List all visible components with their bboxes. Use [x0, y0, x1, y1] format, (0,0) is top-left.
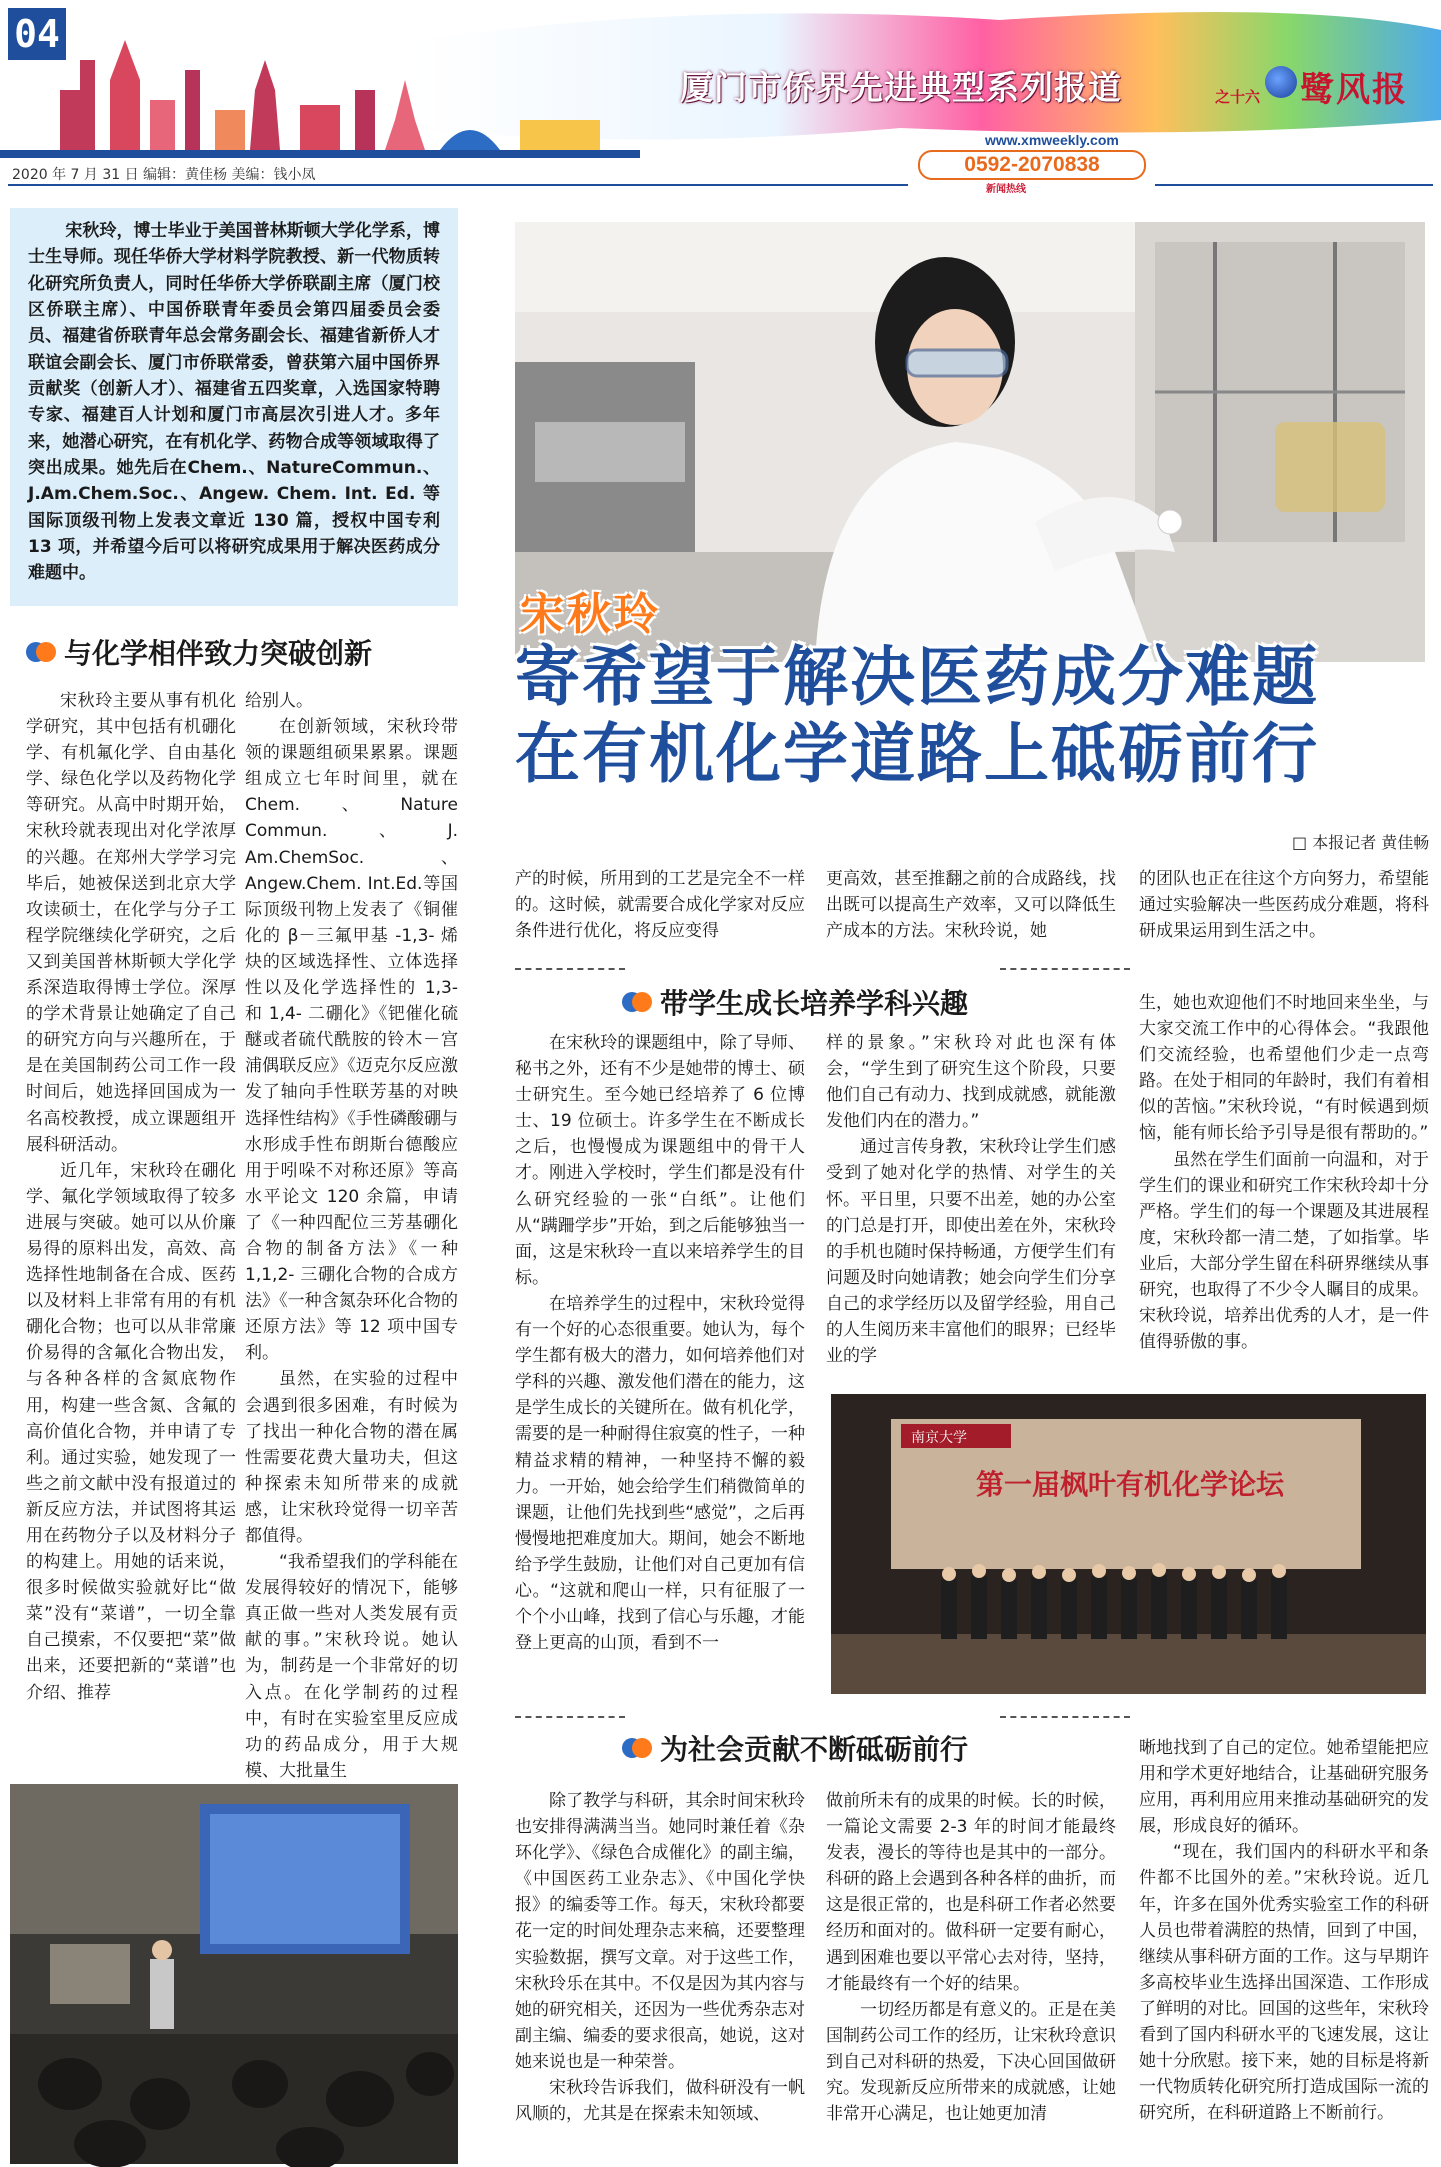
section-heading-1	[26, 632, 372, 672]
website-url[interactable]: www.xmweekly.com	[985, 132, 1119, 148]
paragraph: 生，她也欢迎他们不时地回来坐坐，与大家交流工作中的心得体会。“我跟他们交流经验，也希望他们少走一点弯路。在处于相同的年龄时，我们有着相似的苦恼。”宋秋玲说，“有时候遇到烦恼，能有师长给予引导是很有帮助的。”	[1139, 993, 1429, 1144]
byline	[1292, 830, 1429, 853]
issue-date-editor-line: 2020 年 7 月 31 日 编辑：黄佳杨 美编：钱小凤	[12, 167, 316, 183]
paragraph: 产的时候，所用到的工艺是完全不一样的。这时候，就需要合成化学家对反应条件进行优化，将反应变得	[515, 869, 805, 942]
byline-box-icon: □	[1292, 833, 1313, 852]
paragraph: 宋秋玲告诉我们，做科研没有一帆风顺的，尤其是在探索未知领域、	[515, 2078, 805, 2125]
paragraph: 更高效，甚至推翻之前的合成路线，找出既可以提高生产效率，又可以降低生产成本的方法。宋秋玲说，她	[826, 869, 1116, 942]
newspaper-logo-icon	[1265, 66, 1297, 98]
article-column	[1139, 990, 1429, 1385]
paragraph: “现在，我们国内的科研水平和条件都不比国外的差。”宋秋玲说。近几年，许多在国外优秀实验室工作的科研人员也带着满腔的热情，回到了中国，继续从事科研方面的工作。这与早期许多高校毕业生选择出国深造、工作形成了鲜明的对比。回国的这些年，宋秋玲看到了国内科研水平的飞速发展，这让她十分欣慰。接下来，她的目标是将新一代物质转化研究所打造成国际一流的研究所，在科研道路上不断前行。	[1139, 1842, 1429, 2124]
bio-text: 宋秋玲，博士毕业于美国普林斯顿大学化学系，博士生导师。现任华侨大学材料学院教授、新一代物质转化研究所负责人，同时任华侨大学侨联副主席（厦门校区侨联主席）、中国侨联青年委员会第四届委员会委员、福建省侨联青年总会常务副会长、福建省新侨人才联谊会副会长、厦门市侨联常委，曾获第六届中国侨界贡献奖（创新人才）、福建省五四奖章，入选国家特聘专家、福建百人计划和厦门市高层次引进人才。多年来，她潜心研究，在有机化学、药物合成等领域取得了突出成果。她先后在Chem.、NatureCommun.、J.Am.Chem.Soc.、Angew. Chem. Int. Ed. 等国际顶级刊物上发表文章近 130 篇，授权中国专利 13 项，并希望今后可以将研究成果用于解决医药成分难题中。	[28, 221, 440, 584]
forum-group-photo	[831, 1394, 1426, 1694]
paragraph: 虽然，在实验的过程中会遇到很多困难，有时候为了找出一种化合物的潜在属性需要花费大量功夫，但这种探索未知所带来的成就感，让宋秋玲觉得一切辛苦都值得。	[245, 1369, 458, 1546]
article-column	[26, 688, 236, 1768]
section-heading-text: 带学生成长培养学科兴趣	[660, 987, 969, 1020]
lecture-photo	[10, 1784, 458, 2164]
section-divider	[515, 968, 625, 970]
header-divider	[1155, 184, 1433, 186]
news-hotline-label: 新闻热线	[986, 184, 1026, 195]
forum-banner-university: 南京大学	[911, 1430, 967, 1446]
subject-name: 宋秋玲	[520, 589, 661, 640]
news-hotline-phone: 0592-2070838	[918, 150, 1146, 180]
paragraph: 样的景象。”宋秋玲对此也深有体会，“学生到了研究生这个阶段，只要他们自己有动力、找到成就感，就能激发他们内在的潜力。”	[826, 1033, 1116, 1132]
article-column	[515, 1788, 805, 2164]
masthead	[0, 0, 1441, 195]
paragraph: 宋秋玲主要从事有机化学研究，其中包括有机硼化学、有机氟化学、自由基化学、绿色化学以及药物化学等研究。从高中时期开始，宋秋玲就表现出对化学浓厚的兴趣。在郑州大学学习完毕后，她被保送到北京大学攻读硕士，在化学与分子工程学院继续化学研究，之后又到美国普林斯顿大学化学系深造取得博士学位。深厚的学术背景让她确定了自己的研究方向与兴趣所在，于是在美国制药公司工作一段时间后，她选择回国成为一名高校教授，成立课题组开展科研活动。	[26, 691, 236, 1155]
article-column	[826, 1030, 1116, 1385]
paragraph: 虽然在学生们面前一向温和，对于学生们的课业和研究工作宋秋玲却十分严格。学生们的每一个课题及其进展程度，宋秋玲都一清二楚，了如指掌。毕业后，大部分学生留在科研界继续从事研究，也取得了不少令人瞩目的成果。宋秋玲说，培养出优秀的人才，是一件值得骄傲的事。	[1139, 1149, 1429, 1353]
forum-banner-title: 第一届枫叶有机化学论坛	[976, 1468, 1285, 1501]
paragraph: 在创新领域，宋秋玲带领的课题组硕果累累。课题组成立七年时间里，就在Chem.、Nature Commun.、J. Am.ChemSoc.、Angew.Chem. Int.Ed.等国际顶级刊物上发表了《铜催化的 β－三氟甲基 -1,3- 烯炔的区域选择性、立体选择性以及化学选择性的 1,3- 和 1,4- 二硼化》《钯催化硫醚或者硫代酰胺的铃木－宫浦偶联反应》《迈克尔反应激发了轴向手性联芳基的对映选择性结构》《手性磷酸硼与水形成手性布朗斯台德酸应用于吲哚不对称还原》等高水平论文 120 余篇，申请了《一种四配位三芳基硼化合物的制备方法》《一种 1,1,2- 三硼化合物的合成方法》《一种含氮杂环化合物的还原方法》等 12 项中国专利。	[245, 717, 458, 1364]
section-divider	[515, 1716, 625, 1718]
bio-box	[10, 208, 458, 606]
paragraph: 除了教学与科研，其余时间宋秋玲也安排得满满当当。她同时兼任着《杂环化学》、《绿色合成催化》的副主编，《中国医药工业杂志》、《中国化学快报》的编委等工作。每天，宋秋玲都要花一定的时间处理杂志来稿，还要整理实验数据，撰写文章。对于这些工作，宋秋玲乐在其中。不仅是因为其内容与她的研究相关，还因为一些优秀杂志对副主编、编委的要求很高，她说，这对她来说也是一种荣誉。	[515, 1791, 805, 2072]
paragraph: 近几年，宋秋玲在硼化学、氟化学领域取得了较多进展与突破。她可以从价廉易得的原料出发，高效、高选择性地制备在合成、医药以及材料上非常有用的有机硼化合物；也可以从非常廉价易得的含氟化合物出发，与各种各样的含氮底物作用，构建一些含氮、含氟的高价值化合物，并申请了专利。通过实验，她发现了一些之前文献中没有报道过的新反应方法，并试图将其运用在药物分子以及材料分子的构建上。用她的话来说，很多时候做实验就好比“做菜”没有“菜谱”，一切全靠自己摸索，不仅要把“菜”做出来，还要把新的“菜谱”也介绍、推荐	[26, 1160, 236, 1703]
headline-line-1: 寄希望于解决医药成分难题	[515, 640, 1320, 715]
paragraph: 晰地找到了自己的定位。她希望能把应用和学术更好地结合，让基础研究服务应用，再利用应用来推动基础研究的发展，形成良好的循环。	[1139, 1738, 1429, 1837]
section-bullet-icon	[26, 640, 60, 664]
paragraph: 的团队也正在往这个方向努力，希望能通过实验解决一些医药成分难题，将科研成果运用到生活之中。	[1139, 869, 1429, 942]
newspaper-name: 鹭风报	[1300, 70, 1408, 110]
paragraph: 一切经历都是有意义的。正是在美国制药公司工作的经历，让宋秋玲意识到自己对科研的热爱，下决心回国做研究。发现新反应所带来的成就感，让她非常开心满足，也让她更加清	[826, 1999, 1116, 2125]
section-divider	[1000, 1716, 1130, 1718]
article-column	[1139, 866, 1429, 950]
section-divider	[1000, 968, 1130, 970]
section-bullet-icon	[622, 1736, 656, 1760]
header-divider	[8, 184, 908, 186]
headline	[515, 640, 1435, 793]
article-column	[245, 688, 458, 1781]
headline-line-2: 在有机化学道路上砥砺前行	[515, 716, 1320, 792]
paragraph: 通过言传身教，宋秋玲让学生们感受到了她对化学的热情、对学生的关怀。平日里，只要不出差，她的办公室的门总是打开，即使出差在外，宋秋玲的手机也随时保持畅通，方便学生们有问题及时向她请教；她会向学生们分享自己的求学经历以及留学经验，用自己的人生阅历来丰富他们的眼界；已经毕业的学	[826, 1137, 1116, 1367]
article-column	[515, 866, 805, 950]
byline-text: 本报记者 黄佳畅	[1312, 833, 1430, 852]
article-column	[1139, 1735, 1429, 2164]
section-heading-2	[622, 982, 968, 1022]
section-heading-text: 为社会贡献不断砥砺前行	[660, 1733, 969, 1766]
article-column	[826, 1788, 1116, 2164]
paragraph: “我希望我们的学科能在发展得较好的情况下，能够真正做一些对人类发展有贡献的事。”宋秋玲说。她认为，制药是一个非常好的切入点。在化学制药的过程中，有时在实验室里反应成功的药品成分，用于大规模、大批量生	[245, 1552, 458, 1781]
paragraph: 给别人。	[245, 691, 313, 711]
series-title: 厦门市侨界先进典型系列报道	[680, 68, 1122, 107]
section-heading-text: 与化学相伴致力突破创新	[64, 637, 373, 670]
series-number: 之十六	[1215, 88, 1261, 106]
paragraph: 做前所未有的成果的时候。长的时候，一篇论文需要 2-3 年的时间才能最终发表，漫长的等待也是其中的一部分。科研的路上会遇到各种各样的曲折，而这是很正常的，也是科研工作者必然要经历和面对的。做科研一定要有耐心，遇到困难也要以平常心去对待，坚持，才能最终有一个好的结果。	[826, 1791, 1116, 1994]
article-column	[826, 866, 1116, 950]
article-column	[515, 1030, 805, 1710]
paragraph: 在培养学生的过程中，宋秋玲觉得有一个好的心态很重要。她认为，每个学生都有极大的潜力，如何培养他们对学科的兴趣、激发他们潜在的能力，这是学生成长的关键所在。做有机化学，需要的是一种耐得住寂寞的性子，一种精益求精的精神，一种坚持不懈的毅力。一开始，她会给学生们稍微简单的课题，让他们先找到些“感觉”，之后再慢慢地把难度加大。期间，她会不断地给予学生鼓励，让他们对自己更加有信心。“这就和爬山一样，只有征服了一个个小山峰，找到了信心与乐趣，才能登上更高的山顶，看到不一	[515, 1293, 805, 1654]
paragraph: 在宋秋玲的课题组中，除了导师、秘书之外，还有不少是她带的博士、硕士研究生。至今她已经培养了 6 位博士、19 位硕士。许多学生在不断成长之后，也慢慢成为课题组中的骨干人才。刚进入学校时，学生们都是没有什么研究经验的一张“白纸”。让他们从“蹒跚学步”开始，到之后能够独当一面，这是宋秋玲一直以来培养学生的目标。	[515, 1033, 805, 1288]
section-bullet-icon	[622, 990, 656, 1014]
section-heading-3	[622, 1728, 968, 1768]
page-number: 04	[8, 8, 66, 60]
